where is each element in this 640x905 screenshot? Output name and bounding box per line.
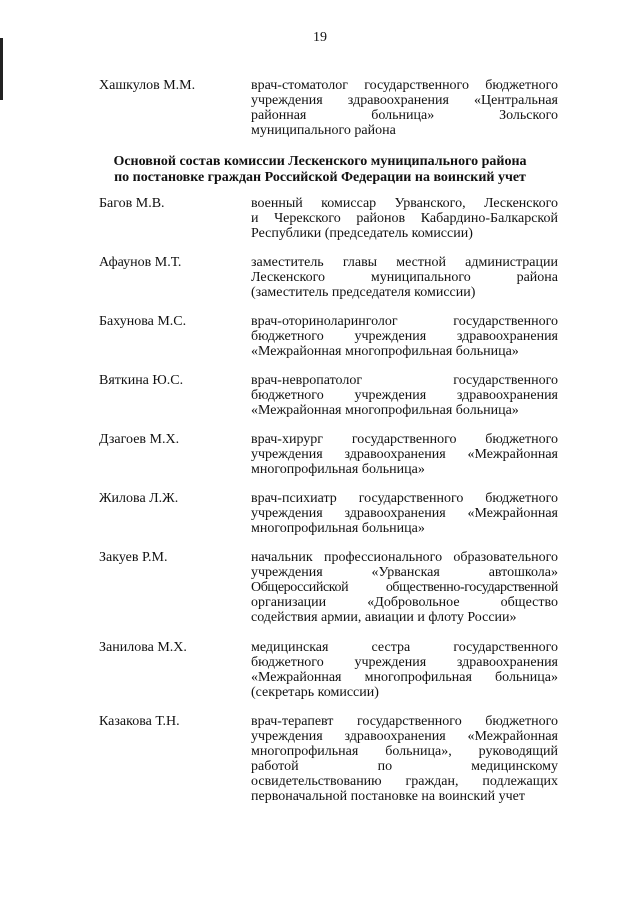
section-heading [0, 154, 640, 186]
scan-edge-mark [0, 38, 3, 100]
role-line: «Межрайонная многопрофильная больница» [251, 344, 519, 359]
member-name: Жилова Л.Ж. [99, 491, 179, 506]
member-role [251, 432, 558, 477]
role-line: (секретарь комиссии) [251, 685, 379, 700]
role-line: работой по медицинскому [251, 759, 558, 774]
member-role [251, 373, 558, 418]
role-line: врач-хирург государственного бюджетного [251, 432, 558, 447]
role-line: врач-оториноларинголог государственного [251, 314, 558, 329]
role-line: многопрофильная больница» [251, 521, 425, 536]
role-line: врач-терапевт государственного бюджетного [251, 714, 558, 729]
role-line: «Межрайонная многопрофильная больница» [251, 403, 519, 418]
member-role [251, 78, 558, 138]
role-line: бюджетного учреждения здравоохранения [251, 329, 558, 344]
role-line: заместитель главы местной администрации [251, 255, 558, 270]
role-line: учреждения здравоохранения «Межрайонная [251, 729, 558, 744]
member-role [251, 550, 558, 625]
role-line: первоначальной постановке на воинский учет [251, 789, 526, 804]
section-heading-line: по постановке граждан Российской Федерации на воинский учет [114, 170, 526, 185]
role-line: военный комиссар Урванского, Лескенского [251, 196, 558, 211]
role-line: врач-стоматолог государственного бюджетного [251, 78, 558, 93]
role-line: (заместитель председателя комиссии) [251, 285, 476, 300]
role-line: врач-психиатр государственного бюджетного [251, 491, 558, 506]
role-line: учреждения здравоохранения «Центральная [251, 93, 558, 108]
member-role [251, 314, 558, 359]
role-line: учреждения здравоохранения «Межрайонная [251, 506, 558, 521]
role-line: учреждения «Урванская автошкола» [251, 565, 558, 580]
member-name: Афаунов М.Т. [99, 255, 182, 270]
role-line: содействия армии, авиации и флоту России» [251, 610, 517, 625]
role-line: освидетельствованию граждан, подлежащих [251, 774, 558, 789]
role-line: «Межрайонная многопрофильная больница» [251, 670, 558, 685]
member-role [251, 196, 558, 241]
member-name: Багов М.В. [99, 196, 165, 211]
member-name: Хашкулов М.М. [99, 78, 196, 93]
role-line: медицинская сестра государственного [251, 640, 558, 655]
role-line: Лескенского муниципального района [251, 270, 558, 285]
role-line: врач-невропатолог государственного [251, 373, 558, 388]
member-name: Закуев Р.М. [99, 550, 168, 565]
member-role [251, 640, 558, 700]
role-line: бюджетного учреждения здравоохранения [251, 655, 558, 670]
role-line: Республики (председатель комиссии) [251, 226, 473, 241]
section-heading-line: Основной состав комиссии Лескенского муниципального района [113, 154, 527, 169]
role-line: учреждения здравоохранения «Межрайонная [251, 447, 558, 462]
role-line: Общероссийской общественно-государственной [251, 580, 558, 595]
member-name: Дзагоев М.Х. [99, 432, 180, 447]
role-line: и Черекского районов Кабардино-Балкарской [251, 211, 558, 226]
role-line: многопрофильная больница» [251, 462, 425, 477]
member-role [251, 255, 558, 300]
member-role [251, 491, 558, 536]
member-name: Бахунова М.С. [99, 314, 187, 329]
member-name: Вяткина Ю.С. [99, 373, 184, 388]
role-line: многопрофильная больница», руководящий [251, 744, 558, 759]
role-line: бюджетного учреждения здравоохранения [251, 388, 558, 403]
member-role [251, 714, 558, 804]
page-number: 19 [313, 30, 327, 45]
role-line: районная больница» Зольского [251, 108, 558, 123]
member-name: Занилова М.Х. [99, 640, 187, 655]
role-line: муниципального района [251, 123, 396, 138]
role-line: начальник профессионального образовательного [251, 550, 558, 565]
role-line: организации «Добровольное общество [251, 595, 558, 610]
member-name: Казакова Т.Н. [99, 714, 180, 729]
